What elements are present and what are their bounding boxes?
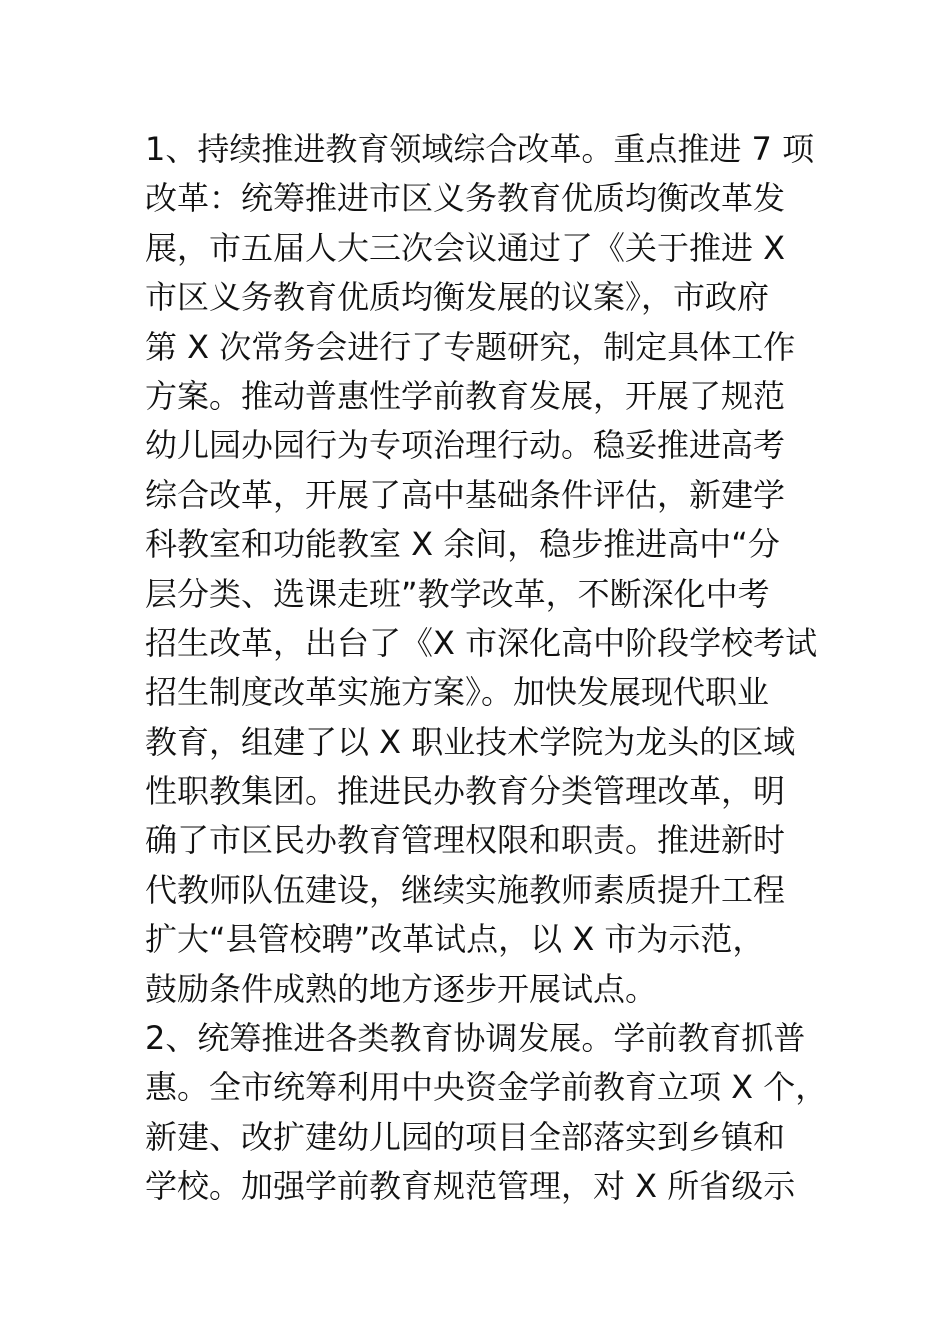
text-line: 学校。加强学前教育规范管理，对 X 所省级示 — [145, 1167, 796, 1206]
text-line: 鼓励条件成熟的地方逐步开展试点。 — [145, 969, 658, 1008]
document-body — [145, 125, 828, 1212]
text-line: 第 X 次常务会进行了专题研究，制定具体工作 — [145, 327, 796, 366]
text-line: 层分类、选课走班”教学改革，不断深化中考 — [145, 574, 770, 613]
text-line: 科教室和功能教室 X 余间，稳步推进高中“分 — [145, 525, 780, 564]
text-line: 惠。全市统筹利用中央资金学前教育立项 X 个， — [145, 1068, 828, 1107]
text-line: 招生改革，出台了《X 市深化高中阶段学校考试 — [145, 623, 818, 662]
text-line: 改革：统筹推进市区义务教育优质均衡改革发 — [145, 179, 786, 218]
text-line: 招生制度改革实施方案》。加快发展现代职业 — [145, 673, 770, 712]
text-line: 教育，组建了以 X 职业技术学院为龙头的区域 — [145, 722, 796, 761]
text-line: 综合改革，开展了高中基础条件评估，新建学 — [145, 475, 786, 514]
text-line: 扩大“县管校聘”改革试点，以 X 市为示范， — [145, 920, 765, 959]
text-line: 确了市区民办教育管理权限和职责。推进新时 — [145, 821, 786, 860]
text-line: 市区义务教育优质均衡发展的议案》，市政府 — [145, 278, 770, 317]
text-line: 2、统筹推进各类教育协调发展。学前教育抓普 — [145, 1019, 806, 1058]
text-line: 代教师队伍建设，继续实施教师素质提升工程 — [145, 870, 786, 909]
text-line: 新建、改扩建幼儿园的项目全部落实到乡镇和 — [145, 1117, 786, 1156]
text-line: 方案。推动普惠性学前教育发展，开展了规范 — [145, 376, 786, 415]
text-line: 1、持续推进教育领域综合改革。重点推进 7 项 — [145, 130, 815, 168]
text-line: 性职教集团。推进民办教育分类管理改革，明 — [145, 772, 786, 811]
text-line: 展，市五届人大三次会议通过了《关于推进 X — [145, 228, 786, 267]
text-line: 幼儿园办园行为专项治理行动。稳妥推进高考 — [145, 426, 786, 465]
